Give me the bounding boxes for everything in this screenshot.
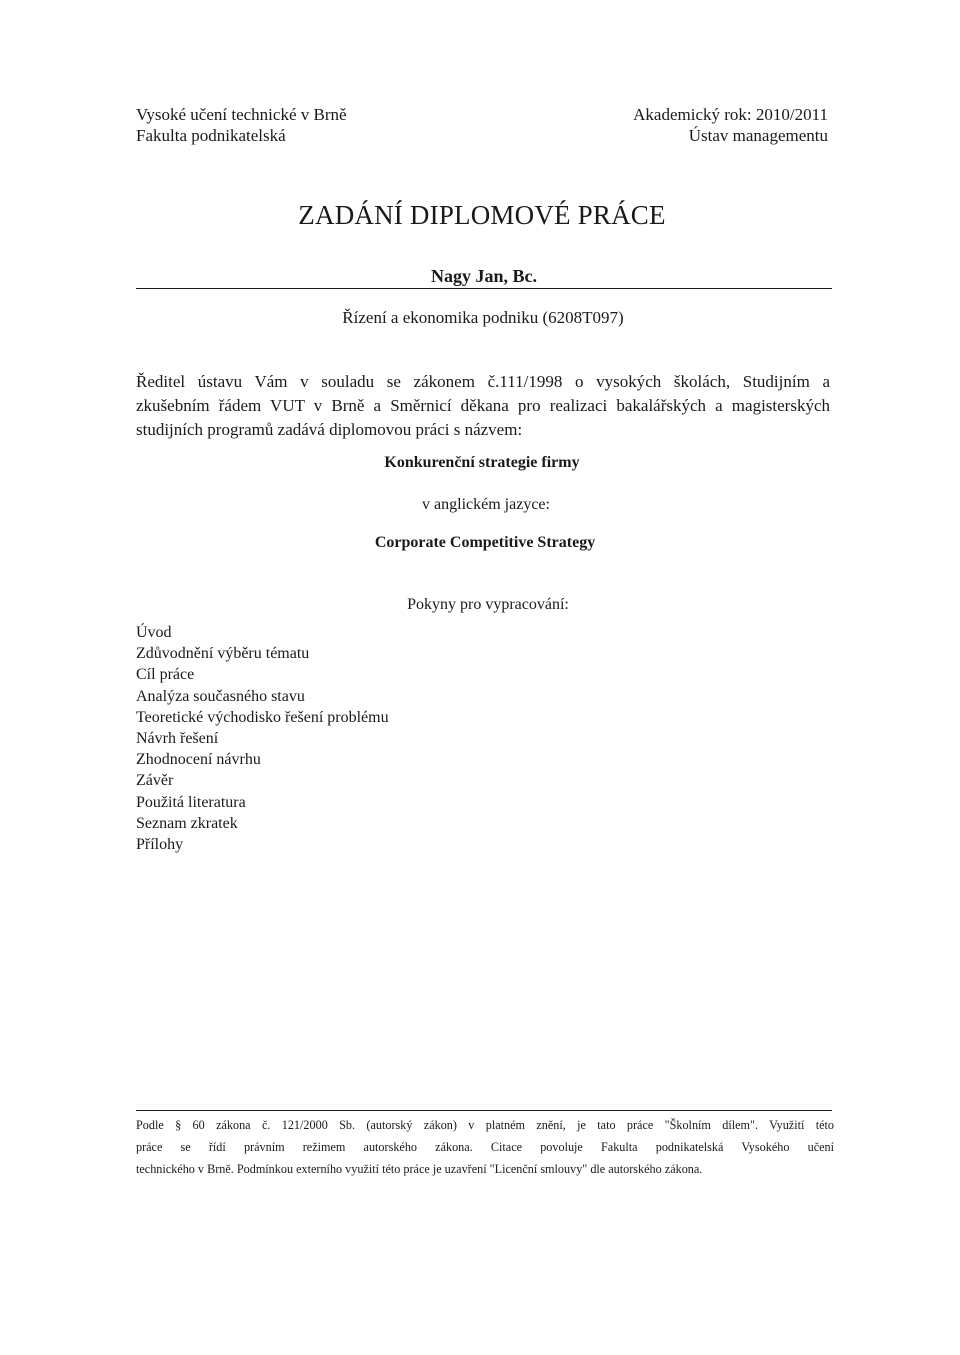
copyright-footer bbox=[136, 1114, 834, 1180]
thesis-title-english: Corporate Competitive Strategy bbox=[374, 534, 596, 551]
footer-divider bbox=[136, 1110, 832, 1111]
thesis-title-czech: Konkurenční strategie firmy bbox=[384, 454, 580, 471]
footer-line: technického v Brně. Podmínkou externího využití této práce je uzavření "Licenční smlouvy" dle autorského zákona. bbox=[136, 1162, 703, 1176]
intro-paragraph bbox=[136, 370, 830, 442]
outline-item: Zhodnocení návrhu bbox=[136, 751, 261, 769]
outline-item: Analýza současného stavu bbox=[136, 687, 305, 705]
footer-line: práce se řídí právním režimem autorského zákona. Citace povoluje Fakulta podnikatelská Vysokého učení bbox=[136, 1140, 834, 1154]
header-academic-info bbox=[633, 104, 828, 146]
academic-year: Akademický rok: 2010/2011 bbox=[633, 105, 828, 124]
student-name: Nagy Jan, Bc. bbox=[430, 266, 537, 286]
intro-line: Ředitel ústavu Vám v souladu se zákonem č.111/1998 o vysokých školách, Studijním a bbox=[136, 372, 830, 391]
faculty-name: Fakulta podnikatelská bbox=[136, 126, 286, 145]
instructions-heading: Pokyny pro vypracování: bbox=[407, 596, 569, 613]
study-program: Řízení a ekonomika podniku (6208T097) bbox=[342, 308, 624, 327]
intro-line: zkušebním řádem VUT v Brně a Směrnicí děkana pro realizaci bakalářských a magisterských bbox=[136, 396, 830, 415]
intro-line: studijních programů zadává diplomovou práci s názvem: bbox=[136, 420, 523, 439]
outline-item: Návrh řešení bbox=[136, 730, 219, 748]
outline-item: Teoretické východisko řešení problému bbox=[136, 708, 389, 726]
outline-item: Přílohy bbox=[136, 836, 184, 854]
outline-item: Použitá literatura bbox=[136, 793, 246, 811]
outline-item: Závěr bbox=[136, 772, 174, 790]
university-name: Vysoké učení technické v Brně bbox=[136, 105, 347, 124]
thesis-outline bbox=[136, 622, 389, 855]
outline-item: Cíl práce bbox=[136, 666, 195, 684]
outline-item: Seznam zkratek bbox=[136, 814, 238, 832]
outline-item: Zdůvodnění výběru tématu bbox=[136, 645, 310, 663]
english-language-label: v anglickém jazyce: bbox=[422, 496, 550, 513]
outline-item: Úvod bbox=[136, 624, 172, 641]
document-title: ZADÁNÍ DIPLOMOVÉ PRÁCE bbox=[298, 200, 666, 230]
department-name: Ústav managementu bbox=[688, 126, 828, 145]
student-underline bbox=[136, 288, 832, 289]
header-institution bbox=[136, 104, 347, 146]
footer-line: Podle § 60 zákona č. 121/2000 Sb. (autorský zákon) v platném znění, je tato práce "Školním dílem". Využití této bbox=[136, 1118, 834, 1132]
